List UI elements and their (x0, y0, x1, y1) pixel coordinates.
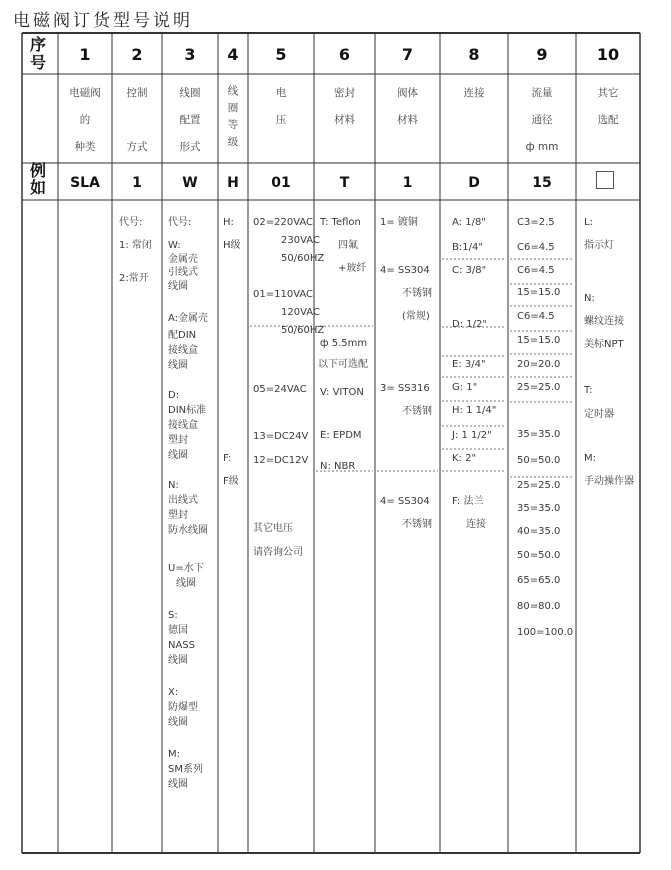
option-col7: 不锈钢 (402, 519, 432, 530)
column-number: 5 (275, 45, 287, 64)
option-col9: 15=15.0 (517, 335, 561, 346)
column-label: 流量 (531, 87, 553, 99)
option-col5: 50/60HZ (281, 253, 325, 264)
option-col3: 线圈 (168, 779, 188, 790)
option-col8: F: 法兰 (452, 496, 484, 507)
column-label: 方式 (126, 141, 148, 153)
column-label: 的 (79, 114, 91, 126)
option-col9: 25=25.0 (517, 480, 561, 491)
option-col3: 线圈 (168, 360, 188, 371)
option-col2: 1: 常闭 (119, 240, 152, 251)
option-col6: 以下可选配 (318, 359, 368, 370)
example-value: 01 (271, 175, 291, 191)
option-col3: W: (168, 240, 181, 251)
column-label: 通径 (531, 114, 553, 126)
option-col3: NASS (168, 640, 196, 651)
column-label: 线 (227, 85, 239, 97)
option-col4: F级 (223, 476, 239, 487)
example-checkbox[interactable] (596, 171, 614, 189)
option-col4: F: (223, 453, 232, 464)
column-label: 其它 (597, 87, 619, 99)
option-col6: N: NBR (320, 461, 356, 472)
option-col3: M: (168, 749, 180, 760)
option-col6: E: EPDM (320, 430, 362, 441)
option-col5: 其它电压 (253, 523, 293, 534)
example-value: 1 (402, 175, 413, 191)
column-number: 6 (338, 45, 351, 64)
example-value: H (227, 175, 239, 191)
option-col9: 35=35.0 (517, 503, 561, 514)
column-label: 阀体 (397, 87, 418, 99)
example-label: 如 (30, 178, 47, 197)
option-col3: 接线盒 (168, 345, 198, 356)
option-col10: 指示灯 (584, 240, 614, 251)
option-col8: H: 1 1/4" (452, 405, 497, 416)
option-col9: 65=65.0 (517, 575, 561, 586)
option-col2: 代号: (119, 217, 143, 228)
option-col3: X: (168, 687, 179, 698)
option-col9: C6=4.5 (517, 242, 555, 253)
option-col7: 4= SS304 (380, 496, 430, 507)
option-col2: 2:常开 (119, 273, 149, 284)
option-col4: H: (223, 217, 234, 228)
option-col9: 80=80.0 (517, 601, 561, 612)
example-value: D (468, 175, 480, 191)
option-col5: 50/60HZ (281, 325, 325, 336)
option-col3: 线圈 (168, 655, 188, 666)
option-col4: H级 (223, 240, 241, 251)
option-col3: N: (168, 480, 179, 491)
option-col3: 引线式 (168, 267, 198, 278)
option-col7: 1= 镀铜 (380, 217, 418, 228)
option-col5: 02=220VAC (253, 217, 314, 228)
column-label: 圈 (227, 102, 239, 114)
option-col7: 3= SS316 (380, 383, 430, 394)
column-label: 控制 (126, 87, 148, 99)
example-value: 15 (532, 175, 552, 191)
option-col3: 防爆型 (168, 702, 198, 713)
option-col3: 金属壳 (168, 254, 198, 265)
option-col9: 40=35.0 (517, 526, 561, 537)
option-col5: 请咨询公司 (253, 547, 303, 558)
option-col3: SM系列 (168, 764, 203, 775)
option-col3: D: (168, 390, 180, 401)
option-col6: ф 5.5mm (320, 338, 368, 349)
column-label: 配置 (179, 114, 201, 126)
option-col9: C6=4.5 (517, 265, 555, 276)
column-number: 2 (131, 45, 143, 64)
option-col9: C3=2.5 (517, 217, 555, 228)
column-label: ф mm (525, 141, 559, 153)
option-col3: 线圈 (176, 578, 196, 589)
option-col5: 230VAC (281, 235, 320, 246)
example-value: T (339, 175, 350, 191)
option-col10: 螺纹连接 (584, 316, 624, 327)
column-label: 电磁阀 (69, 87, 101, 99)
column-number: 8 (468, 45, 480, 64)
option-col7: 不锈钢 (402, 406, 432, 417)
option-col8: C: 3/8" (452, 265, 487, 276)
column-number: 7 (401, 45, 414, 64)
column-label: 密封 (334, 87, 355, 99)
option-col5: 12=DC12V (253, 455, 309, 466)
option-col10: 美标NPT (584, 339, 624, 350)
option-col8: G: 1" (452, 382, 478, 393)
column-label: 种类 (74, 141, 96, 153)
option-col5: 01=110VAC (253, 289, 314, 300)
option-col9: 50=50.0 (517, 455, 561, 466)
column-number: 9 (536, 45, 548, 64)
seq-label: 序 (30, 35, 47, 54)
option-col7: 不锈钢 (402, 288, 432, 299)
option-col8: K: 2" (452, 453, 477, 464)
option-col3: 塑封 (168, 435, 188, 446)
option-col3: 线圈 (168, 717, 188, 728)
option-col3: U=水下 (168, 563, 204, 574)
option-col9: 100=100.0 (517, 627, 574, 638)
column-label: 连接 (463, 87, 485, 99)
column-label: 线圈 (179, 87, 201, 99)
option-col3: A:金属壳 (168, 313, 209, 324)
option-col3: 接线盒 (168, 420, 198, 431)
seq-label: 号 (30, 53, 47, 72)
option-col3: 线圈 (168, 281, 188, 292)
option-col3: 塑封 (168, 510, 188, 521)
column-label: 选配 (597, 114, 619, 126)
option-col6: T: Teflon (320, 217, 361, 228)
option-col3: S: (168, 610, 178, 621)
column-number: 1 (79, 45, 91, 64)
column-label: 材料 (397, 114, 418, 126)
column-label: 压 (275, 114, 287, 126)
option-col6: 四氟 (338, 240, 358, 251)
column-number: 10 (596, 45, 620, 64)
column-label: 材料 (334, 114, 355, 126)
option-col10: L: (584, 217, 593, 228)
option-col8: D: 1/2" (452, 319, 487, 330)
option-col8: E: 3/4" (452, 359, 486, 370)
option-col7: 4= SS304 (380, 265, 430, 276)
option-col9: 15=15.0 (517, 287, 561, 298)
option-col5: 13=DC24V (253, 431, 309, 442)
option-col10: T: (584, 385, 593, 396)
option-col10: 定时器 (584, 409, 614, 420)
option-col9: 25=25.0 (517, 382, 561, 393)
option-col10: 手动操作器 (584, 476, 634, 487)
option-col3: 防水线圈 (168, 525, 208, 536)
option-col8: 连接 (466, 519, 486, 530)
option-col3: 出线式 (168, 495, 198, 506)
option-col9: 20=20.0 (517, 359, 561, 370)
option-col10: M: (584, 453, 596, 464)
page-title: 电磁阀订货型号说明 (13, 11, 193, 31)
option-col3: 德国 (168, 625, 188, 636)
option-col8: J: 1 1/2" (452, 430, 492, 441)
option-col6: V: VITON (320, 387, 364, 398)
column-label: 等 (227, 119, 239, 131)
example-value: W (182, 175, 198, 191)
column-label: 级 (227, 136, 239, 148)
option-col9: 35=35.0 (517, 429, 561, 440)
option-col10: N: (584, 293, 595, 304)
option-col8: B:1/4" (452, 242, 483, 253)
option-col9: 50=50.0 (517, 550, 561, 561)
column-number: 3 (184, 45, 196, 64)
option-col9: C6=4.5 (517, 311, 555, 322)
option-col5: 120VAC (281, 307, 320, 318)
option-col3: 线圈 (168, 450, 188, 461)
option-col3: 代号: (168, 217, 192, 228)
option-col8: A: 1/8" (452, 217, 486, 228)
option-col7: (常规) (402, 311, 430, 322)
column-number: 4 (227, 45, 239, 64)
option-col3: 配DIN (168, 330, 197, 341)
option-col5: 05=24VAC (253, 384, 307, 395)
example-label: 例 (30, 161, 47, 180)
example-value: SLA (70, 175, 100, 191)
option-col3: DIN标准 (168, 405, 207, 416)
column-label: 形式 (179, 141, 201, 153)
column-label: 电 (275, 87, 287, 99)
option-col6: +玻纤 (338, 263, 367, 274)
example-value: 1 (132, 175, 142, 191)
